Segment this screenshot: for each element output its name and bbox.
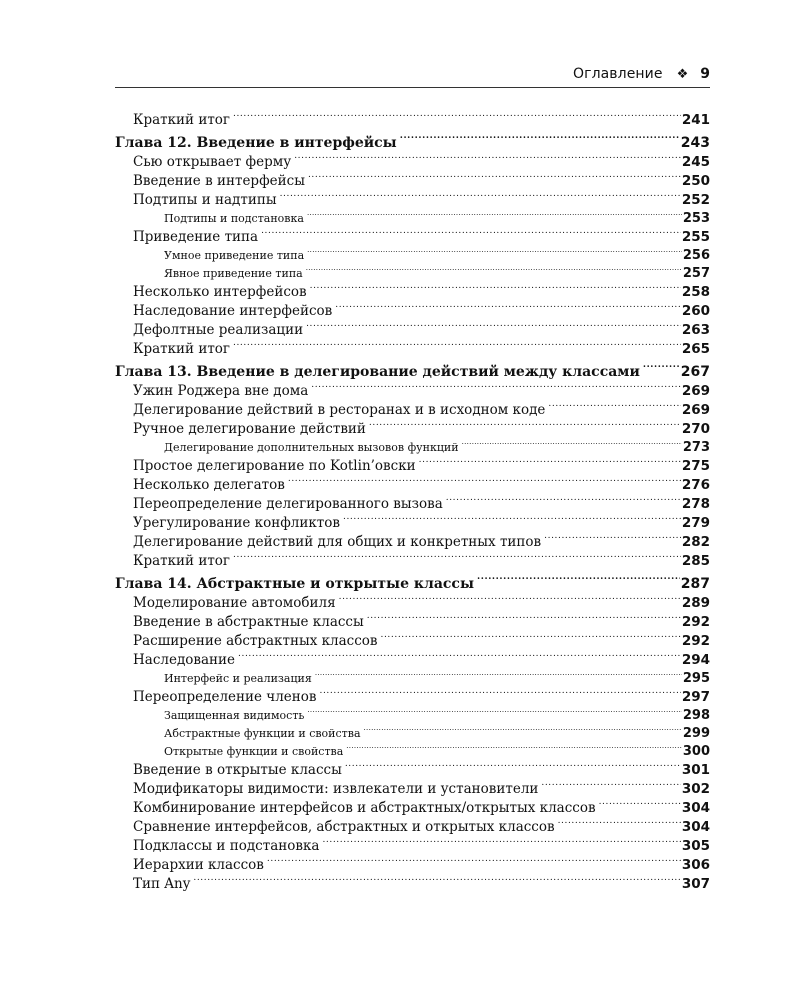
toc-entry-page: 299 bbox=[682, 726, 710, 741]
toc-entry-title: Ужин Роджера вне дома bbox=[133, 383, 309, 399]
dot-leader bbox=[397, 126, 680, 147]
toc-entry-title: Модификаторы видимости: извлекатели и установители bbox=[133, 781, 539, 797]
dot-leader bbox=[277, 185, 681, 204]
dot-leader bbox=[538, 774, 680, 793]
header-rule bbox=[115, 87, 710, 88]
dot-leader bbox=[303, 315, 681, 334]
toc-entry-title: Тип Any bbox=[133, 876, 191, 892]
toc-entry-title: Несколько делегатов bbox=[133, 477, 285, 493]
dot-leader bbox=[640, 355, 680, 376]
toc-entry-title: Иерархии классов bbox=[133, 857, 264, 873]
dot-leader bbox=[230, 546, 681, 565]
toc-entry-title: Сью открывает ферму bbox=[133, 154, 292, 170]
toc-section-entry bbox=[115, 869, 710, 892]
toc-entry-page: 285 bbox=[681, 553, 710, 569]
toc-entry-title: Дефолтные реализации bbox=[133, 322, 304, 338]
toc-section-entry bbox=[115, 105, 710, 128]
dot-leader bbox=[443, 489, 681, 508]
toc-entry-title: Делегирование действий для общих и конкретных типов bbox=[133, 534, 542, 550]
toc-entry-title: Урегулирование конфликтов bbox=[133, 515, 341, 531]
toc-entry-page: 287 bbox=[680, 576, 710, 592]
dot-leader bbox=[235, 645, 681, 664]
toc-entry-page: 243 bbox=[680, 135, 710, 151]
dot-leader bbox=[332, 296, 681, 315]
toc-entry-title: Введение в интерфейсы bbox=[133, 173, 305, 189]
toc-entry-page: 282 bbox=[681, 534, 710, 550]
toc-entry-page: 292 bbox=[681, 633, 710, 649]
dot-leader bbox=[416, 451, 681, 470]
dot-leader bbox=[596, 793, 681, 812]
dot-leader bbox=[541, 527, 681, 546]
toc-entry-title: Наследование bbox=[133, 652, 236, 668]
toc-entry-title: Сравнение интерфейсов, абстрактных и открытых классов bbox=[133, 819, 555, 835]
toc-entry-page: 302 bbox=[681, 781, 710, 797]
toc-entry-title: Переопределение членов bbox=[133, 689, 317, 705]
toc-entry-page: 297 bbox=[681, 689, 710, 705]
toc-entry-title: Несколько интерфейсов bbox=[133, 284, 307, 300]
toc-entry-title: Наследование интерфейсов bbox=[133, 303, 333, 319]
toc-entry-title: Подтипы и подстановка bbox=[164, 212, 304, 225]
dot-leader bbox=[308, 376, 681, 395]
toc-entry-page: 304 bbox=[681, 800, 710, 816]
toc-entry-page: 289 bbox=[681, 595, 710, 611]
toc-entry-page: 250 bbox=[681, 173, 710, 189]
toc-entry-title: Абстрактные функции и свойства bbox=[164, 727, 361, 740]
toc-entry-page: 306 bbox=[681, 857, 710, 873]
toc-entry-title: Простое делегирование по Kotlin’овски bbox=[133, 458, 416, 474]
toc-entry-page: 252 bbox=[681, 192, 710, 208]
header-page-number: 9 bbox=[700, 66, 710, 82]
dot-leader bbox=[304, 204, 682, 222]
toc-entry-page: 304 bbox=[681, 819, 710, 835]
toc-entry-page: 295 bbox=[682, 671, 710, 686]
dot-leader bbox=[474, 567, 680, 588]
toc-entry-page: 276 bbox=[681, 477, 710, 493]
dot-leader bbox=[459, 433, 682, 451]
dot-leader bbox=[340, 508, 681, 527]
toc-entry-page: 273 bbox=[682, 440, 710, 455]
toc-entry-title: Защищенная видимость bbox=[164, 709, 305, 722]
dot-leader bbox=[317, 682, 681, 701]
toc-entry-page: 292 bbox=[681, 614, 710, 630]
toc-entry-page: 305 bbox=[681, 838, 710, 854]
toc-entry-title: Делегирование действий в ресторанах и в исходном коде bbox=[133, 402, 546, 418]
toc-entry-title: Комбинирование интерфейсов и абстрактных/открытых классов bbox=[133, 800, 596, 816]
toc-entry-page: 253 bbox=[682, 211, 710, 226]
toc-entry-page: 245 bbox=[681, 154, 710, 170]
toc-entry-page: 241 bbox=[681, 112, 710, 128]
toc-entry-title: Переопределение делегированного вызова bbox=[133, 496, 443, 512]
toc-entry-page: 275 bbox=[681, 458, 710, 474]
toc-entry-title: Глава 13. Введение в делегирование действий между классами bbox=[115, 364, 640, 380]
dot-leader bbox=[312, 664, 682, 682]
toc-entry-title: Краткий итог bbox=[133, 553, 230, 569]
toc-entry-title: Интерфейс и реализация bbox=[164, 672, 312, 685]
dot-leader bbox=[230, 105, 681, 124]
dot-leader bbox=[304, 241, 682, 259]
toc-entry-page: 255 bbox=[681, 229, 710, 245]
dot-leader bbox=[366, 414, 681, 433]
toc-entry-page: 294 bbox=[681, 652, 710, 668]
toc-entry-title: Умное приведение типа bbox=[164, 249, 305, 262]
running-header bbox=[115, 66, 710, 86]
toc-entry-title: Расширение абстрактных классов bbox=[133, 633, 378, 649]
toc-entry-page: 260 bbox=[681, 303, 710, 319]
toc-entry-title: Открытые функции и свойства bbox=[164, 745, 344, 758]
dot-leader bbox=[342, 755, 681, 774]
dot-leader bbox=[303, 259, 682, 277]
toc-entry-page: 269 bbox=[681, 383, 710, 399]
toc-entry-title: Подклассы и подстановка bbox=[133, 838, 320, 854]
dot-leader bbox=[285, 470, 681, 489]
toc-entry-title: Явное приведение типа bbox=[164, 267, 303, 280]
header-title: Оглавление bbox=[573, 66, 663, 82]
toc-entry-title: Моделирование автомобиля bbox=[133, 595, 336, 611]
toc-entry-title: Введение в открытые классы bbox=[133, 762, 342, 778]
toc-entry-page: 300 bbox=[682, 744, 710, 759]
toc-entry-page: 278 bbox=[681, 496, 710, 512]
dot-leader bbox=[264, 850, 681, 869]
dot-leader bbox=[230, 334, 681, 353]
toc-entry-page: 256 bbox=[682, 248, 710, 263]
dot-leader bbox=[364, 607, 681, 626]
header-right bbox=[573, 66, 710, 82]
toc-entry-title: Делегирование дополнительных вызовов функций bbox=[164, 441, 459, 454]
dot-leader bbox=[305, 166, 681, 185]
dot-leader bbox=[319, 831, 680, 850]
toc-entry-page: 257 bbox=[682, 266, 710, 281]
dot-leader bbox=[378, 626, 681, 645]
dot-leader bbox=[190, 869, 680, 888]
toc-entry-title: Краткий итог bbox=[133, 341, 230, 357]
dot-leader bbox=[258, 222, 681, 241]
table-of-contents bbox=[115, 105, 710, 892]
toc-entry-page: 301 bbox=[681, 762, 710, 778]
dot-leader bbox=[304, 701, 681, 719]
toc-entry-title: Ручное делегирование действий bbox=[133, 421, 366, 437]
toc-entry-page: 265 bbox=[681, 341, 710, 357]
toc-entry-title: Подтипы и надтипы bbox=[133, 192, 277, 208]
toc-entry-page: 270 bbox=[681, 421, 710, 437]
toc-entry-title: Краткий итог bbox=[133, 112, 230, 128]
dot-leader bbox=[336, 588, 681, 607]
toc-entry-title: Глава 14. Абстрактные и открытые классы bbox=[115, 576, 474, 592]
dot-leader bbox=[343, 737, 682, 755]
toc-entry-title: Приведение типа bbox=[133, 229, 259, 245]
toc-entry-page: 263 bbox=[681, 322, 710, 338]
toc-entry-page: 298 bbox=[682, 708, 710, 723]
toc-entry-page: 307 bbox=[681, 876, 710, 892]
dot-leader bbox=[307, 277, 681, 296]
dot-leader bbox=[361, 719, 682, 737]
toc-entry-title: Глава 12. Введение в интерфейсы bbox=[115, 135, 397, 151]
toc-entry-page: 269 bbox=[681, 402, 710, 418]
ornament-icon: ❖ bbox=[676, 66, 689, 82]
toc-entry-page: 267 bbox=[680, 364, 710, 380]
toc-entry-page: 279 bbox=[681, 515, 710, 531]
dot-leader bbox=[545, 395, 680, 414]
toc-entry-page: 258 bbox=[681, 284, 710, 300]
dot-leader bbox=[555, 812, 681, 831]
toc-entry-title: Введение в абстрактные классы bbox=[133, 614, 364, 630]
dot-leader bbox=[291, 147, 681, 166]
